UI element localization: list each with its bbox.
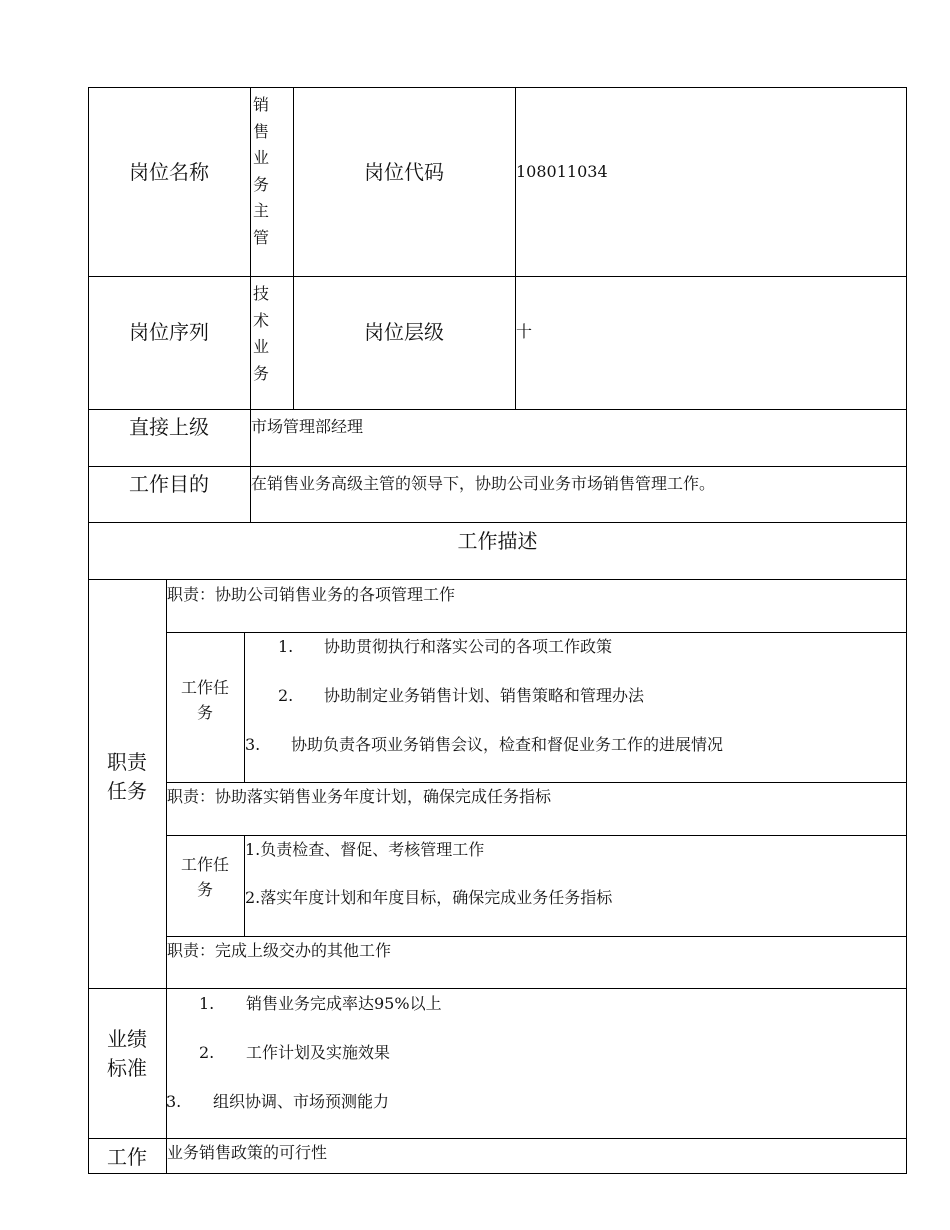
- work-label: 工作: [107, 1145, 147, 1169]
- duties-label-line: 任务: [107, 779, 147, 803]
- task-number: 1.: [278, 637, 294, 656]
- job-name-char: 务: [252, 174, 269, 194]
- superior-value: 市场管理部经理: [251, 417, 364, 436]
- duty-1-task: [245, 737, 260, 753]
- duties-label-line: 职责: [107, 750, 147, 774]
- performance-item-number: 2.: [199, 1043, 215, 1062]
- duty-1-task-text: 协助制定业务销售计划、销售策略和管理办法: [324, 686, 645, 705]
- job-code-label: 岗位代码: [364, 160, 444, 184]
- task-label-line: 务: [196, 703, 213, 722]
- duty-1-task: [278, 639, 293, 655]
- duty-1-task-label: [166, 675, 244, 725]
- performance-label-line: 业绩: [107, 1027, 147, 1051]
- job-level-value: 十: [516, 322, 533, 341]
- job-series-value: [251, 281, 271, 387]
- job-name-value: [251, 92, 271, 252]
- duty-2-task: 2.落实年度计划和年度目标，确保完成业务任务指标: [245, 888, 613, 907]
- duty-2-title: 职责：协助落实销售业务年度计划，确保完成任务指标: [167, 787, 552, 806]
- job-series-char: 务: [252, 363, 269, 383]
- job-name-char: 业: [252, 148, 269, 168]
- duty-3-title: 职责：完成上级交办的其他工作: [167, 941, 392, 960]
- performance-item-number: 1.: [199, 994, 215, 1013]
- purpose-value: 在销售业务高级主管的领导下，协助公司业务市场销售管理工作。: [251, 474, 716, 493]
- performance-item-text: 组织协调、市场预测能力: [213, 1092, 390, 1111]
- task-label-line: 工作任: [180, 855, 229, 874]
- duty-1-task-text: 协助贯彻执行和落实公司的各项工作政策: [324, 637, 613, 656]
- job-level-label: 岗位层级: [364, 320, 444, 344]
- performance-item-text: 工作计划及实施效果: [246, 1043, 391, 1062]
- work-value: 业务销售政策的可行性: [167, 1143, 328, 1162]
- purpose-label: 工作目的: [129, 472, 209, 496]
- task-label-line: 务: [196, 880, 213, 899]
- job-series-label: 岗位序列: [129, 320, 209, 344]
- job-name-char: 管: [252, 227, 269, 247]
- performance-label-line: 标准: [107, 1056, 147, 1080]
- duty-2-task-label: [166, 852, 244, 902]
- description-title: 工作描述: [457, 529, 538, 553]
- performance-label: [88, 1025, 166, 1083]
- task-label-line: 工作任: [180, 678, 229, 697]
- job-name-char: 主: [252, 201, 269, 221]
- job-name-char: 售: [252, 121, 269, 141]
- duty-1-task: [278, 688, 293, 704]
- performance-item-number: 3.: [166, 1092, 182, 1111]
- job-name-char: 销: [252, 95, 269, 114]
- performance-item-text: 销售业务完成率达95%以上: [246, 994, 442, 1013]
- duty-1-task-text: 协助负责各项业务销售会议，检查和督促业务工作的进展情况: [291, 735, 724, 754]
- task-number: 2.: [278, 686, 294, 705]
- job-series-char: 术: [252, 310, 269, 330]
- job-code-value: 108011034: [516, 162, 608, 181]
- task-number: 3.: [245, 735, 261, 754]
- job-name-label: 岗位名称: [129, 160, 209, 184]
- duty-2-task: 1.负责检查、督促、考核管理工作: [245, 840, 485, 859]
- superior-label: 直接上级: [129, 415, 209, 439]
- duty-1-title: 职责：协助公司销售业务的各项管理工作: [167, 585, 456, 604]
- job-series-char: 业: [252, 337, 269, 357]
- duties-label: [88, 748, 166, 806]
- job-series-char: 技: [252, 284, 269, 303]
